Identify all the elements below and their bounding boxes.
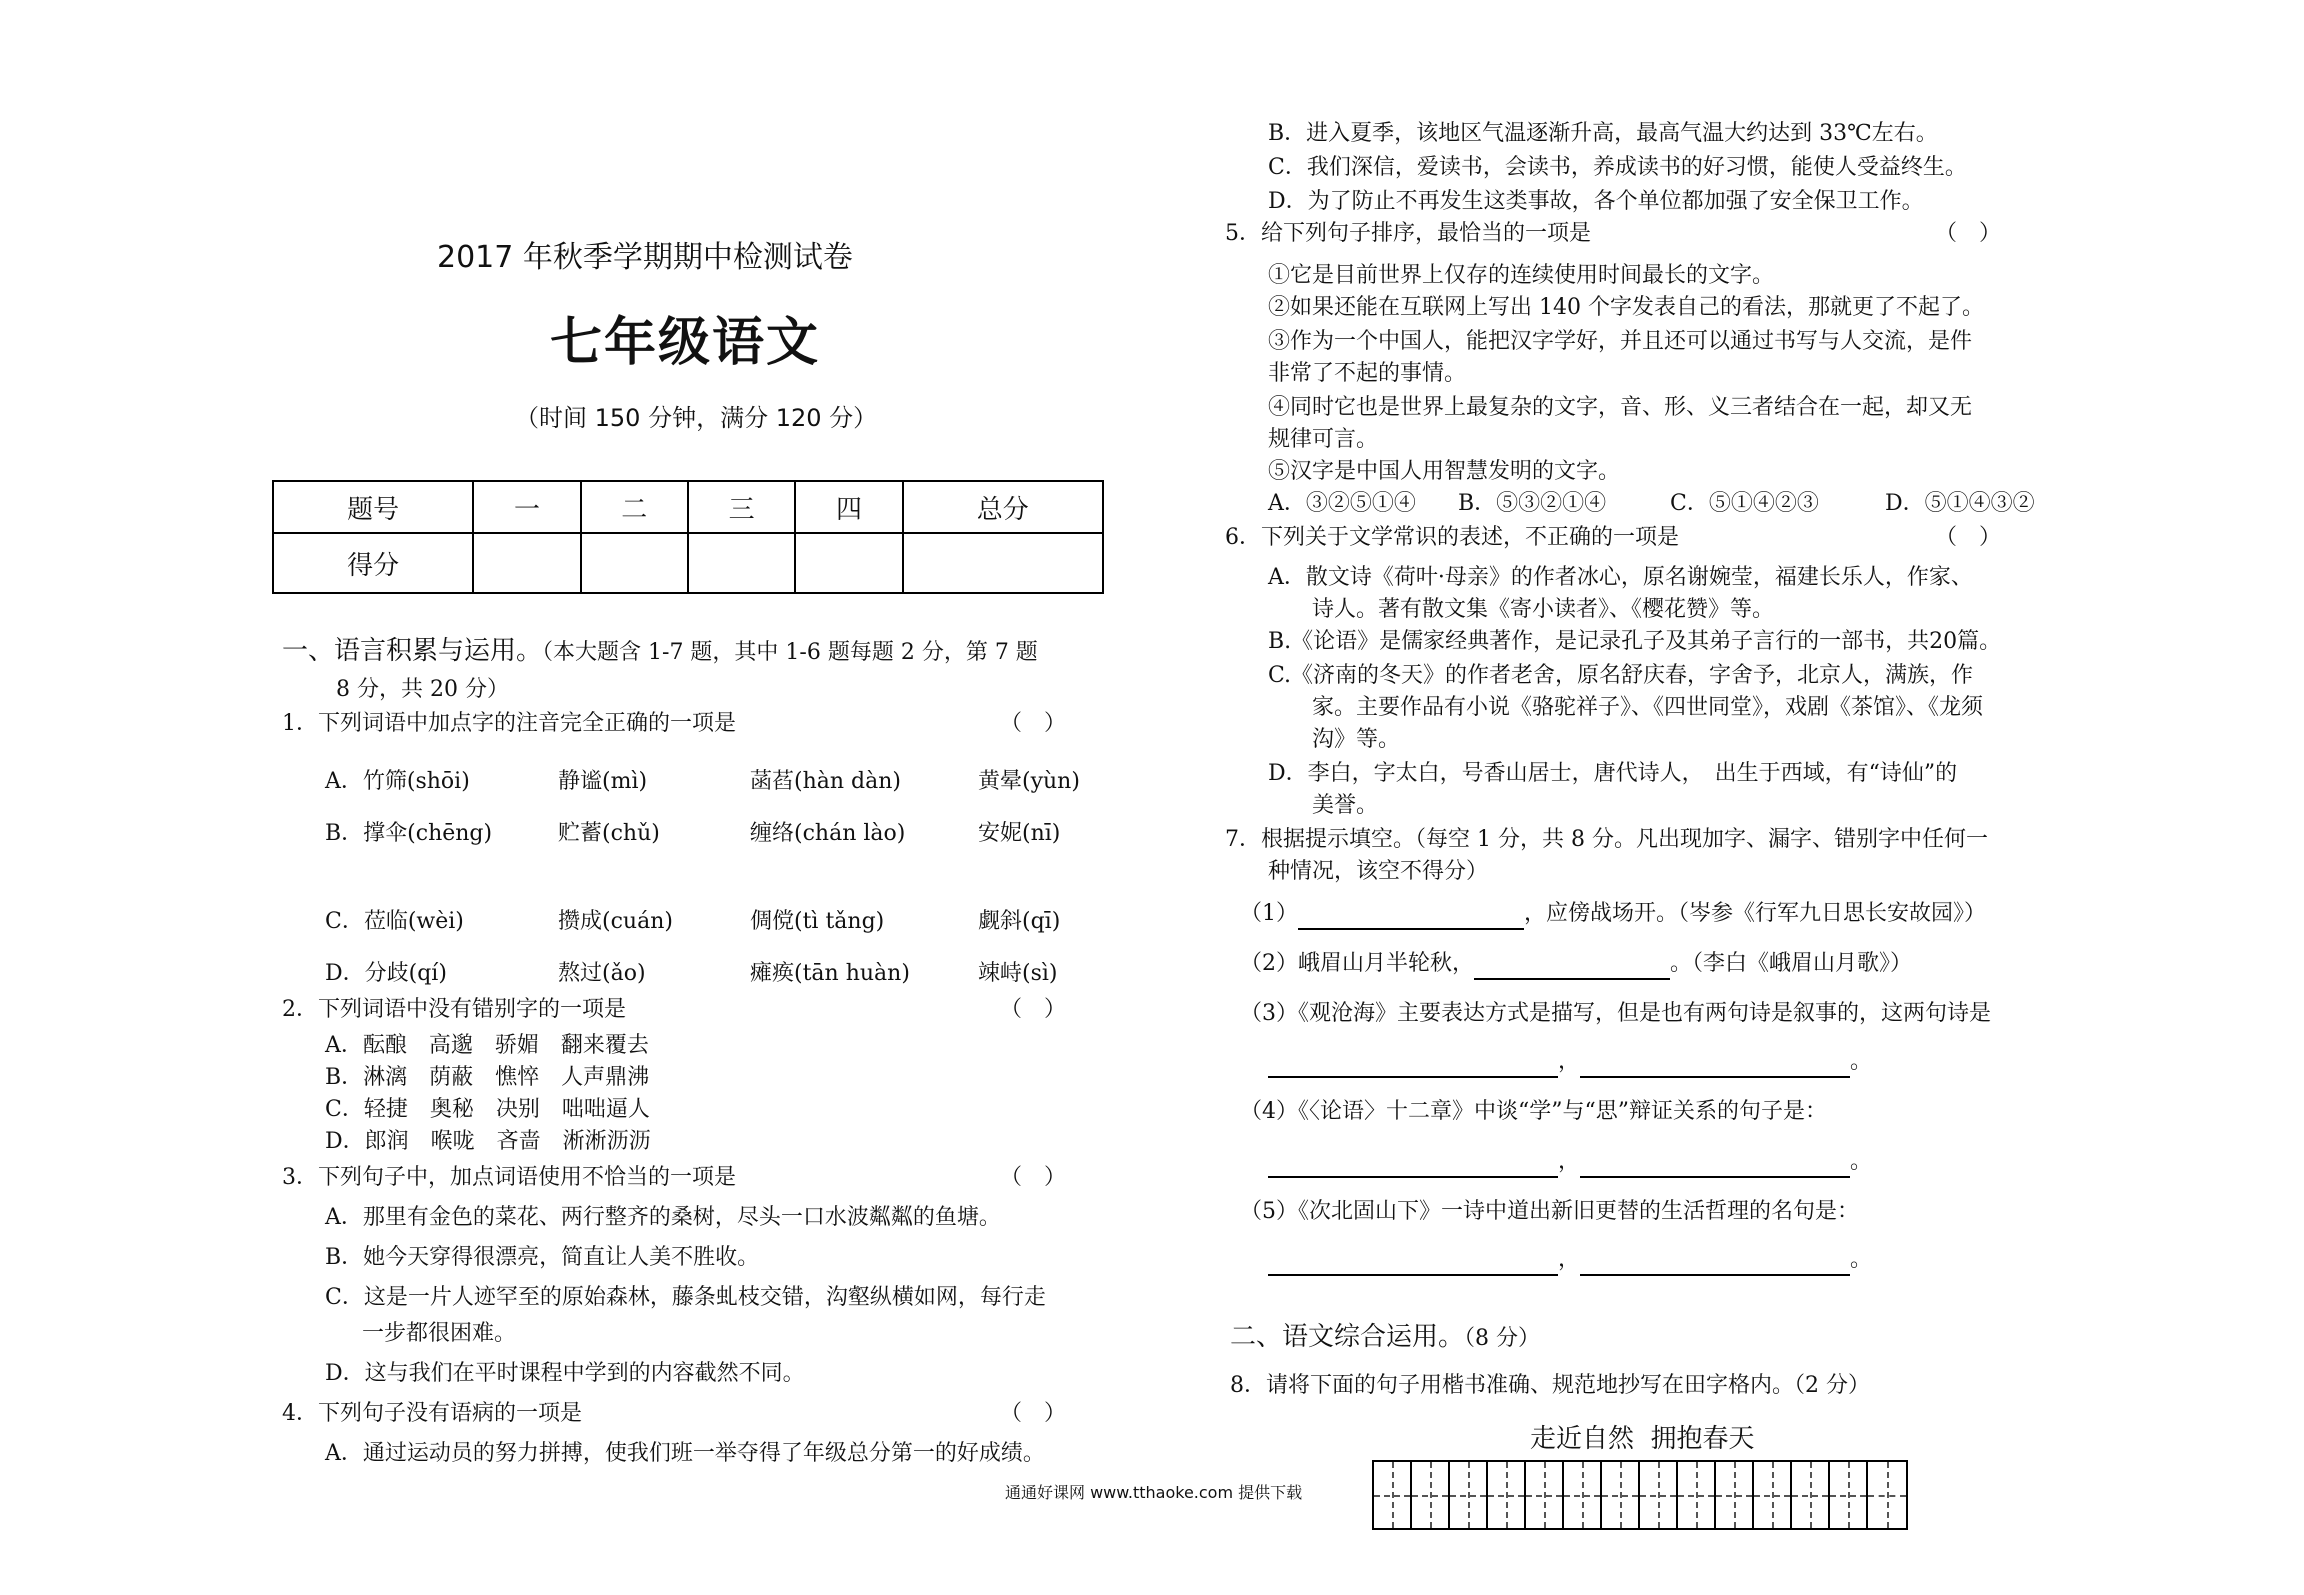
q6-line: A．散文诗《荷叶·母亲》的作者冰心，原名谢婉莹，福建长乐人，作家、 — [1268, 565, 1973, 590]
q7-period: 。 — [1850, 1247, 1873, 1272]
q2-option: A．酝酿 高邈 骄媚 翻来覆去 — [325, 1033, 649, 1058]
q1-answer-paren[interactable]: （ ） — [1000, 711, 1067, 736]
q4-option: C．我们深信，爱读书，会读书，养成读书的好习惯，能使人受益终生。 — [1268, 155, 1967, 180]
q8-stem: 8．请将下面的句子用楷书准确、规范地抄写在田字格内。（2 分） — [1230, 1373, 1870, 1398]
q5-answer-paren[interactable]: （ ） — [1935, 221, 2002, 246]
q7-item-1 — [1240, 898, 1986, 930]
q7-blank-3b[interactable] — [1580, 1048, 1850, 1078]
q5-stem: 5．给下列句子排序，最恰当的一项是 — [1225, 221, 1591, 246]
grid-cell[interactable] — [1564, 1462, 1602, 1528]
q6-line: B.《论语》是儒家经典著作，是记录孔子及其弟子言行的一部书，共20篇。 — [1268, 629, 2002, 654]
section2-note: （8 分） — [1464, 1326, 1541, 1351]
q7-blank-4b[interactable] — [1580, 1148, 1850, 1178]
q1-option: 缠络(chán lào) — [750, 821, 906, 846]
q5-choice-b: B．⑤③②①④ — [1458, 491, 1607, 516]
q1-option: B．撑伞(chēng) — [325, 821, 493, 846]
q7-blank-2[interactable] — [1474, 950, 1670, 980]
q1-option: D．分歧(qí) — [325, 961, 447, 986]
q7-item-2 — [1240, 948, 1912, 980]
q7-item-1-prefix: （1） — [1240, 901, 1298, 926]
score-header-cell: 二 — [581, 481, 688, 533]
q4-option: D．为了防止不再发生这类事故，各个单位都加强了安全保卫工作。 — [1268, 189, 1924, 214]
score-header-cell: 四 — [795, 481, 902, 533]
grid-cell[interactable] — [1450, 1462, 1488, 1528]
section1-title: 一、语言积累与运用。 — [282, 636, 543, 666]
q2-stem: 2．下列词语中没有错别字的一项是 — [282, 997, 626, 1022]
q1-option: 安妮(nī) — [978, 821, 1061, 846]
q7-item-3-blanks — [1268, 1046, 1872, 1078]
q8-copy-text: 走近自然 拥抱春天 — [1530, 1424, 1755, 1454]
section2-title: 二、语文综合运用。 — [1230, 1322, 1465, 1352]
q7-blank-1[interactable] — [1298, 900, 1524, 930]
q5-line: ②如果还能在互联网上写出 140 个字发表自己的看法，那就更了不起了。 — [1268, 295, 1984, 320]
q7-item-1-suffix: ，应傍战场开。（岑参《行军九日思长安故园》） — [1524, 901, 1987, 926]
score-input-cell[interactable] — [473, 533, 580, 593]
score-row-label: 得分 — [273, 533, 473, 593]
q4-option: A．通过运动员的努力拼搏，使我们班一举夺得了年级总分第一的好成绩。 — [325, 1441, 1045, 1466]
score-input-cell[interactable] — [903, 533, 1103, 593]
score-header-cell: 一 — [473, 481, 580, 533]
grid-cell[interactable] — [1488, 1462, 1526, 1528]
q5-choice-c: C．⑤①④②③ — [1670, 491, 1819, 516]
section1-note2: 8 分，共 20 分） — [336, 677, 509, 702]
q2-option: D．郎润 喉咙 吝啬 淅淅沥沥 — [325, 1129, 651, 1154]
q1-option: A．竹筛(shōi) — [325, 769, 470, 794]
section1-heading — [282, 630, 1038, 667]
q5-line: ④同时它也是世界上最复杂的文字，音、形、义三者结合在一起，却又无 — [1268, 395, 1973, 420]
q1-option: 黄晕(yùn) — [978, 769, 1080, 794]
grid-cell[interactable] — [1754, 1462, 1792, 1528]
score-input-cell[interactable] — [688, 533, 795, 593]
q1-option: 贮蓄(chǔ) — [558, 821, 660, 846]
q7-comma: ， — [1558, 1247, 1581, 1272]
section2-heading — [1230, 1316, 1540, 1353]
q3-option-cont: 一步都很困难。 — [362, 1321, 517, 1346]
q1-option: 倜傥(tì tǎng) — [750, 909, 885, 934]
q6-line-cont: 诗人。著有散文集《寄小读者》、《樱花赞》等。 — [1312, 597, 1775, 622]
q5-line-cont: 规律可言。 — [1268, 427, 1379, 452]
score-header-cell: 题号 — [273, 481, 473, 533]
q5-choice-d: D．⑤①④③② — [1885, 491, 2035, 516]
q7-item-5: （5）《次北固山下》一诗中道出新旧更替的生活哲理的名句是： — [1240, 1199, 1859, 1224]
q4-stem: 4．下列句子没有语病的一项是 — [282, 1401, 582, 1426]
q6-line: D．李白，字太白，号香山居士，唐代诗人， 出生于西域，有“诗仙”的 — [1268, 761, 1958, 786]
score-header-cell: 三 — [688, 481, 795, 533]
q3-option: B．她今天穿得很漂亮，简直让人美不胜收。 — [325, 1245, 760, 1270]
exam-title: 2017 年秋季学期期中检测试卷 — [437, 240, 853, 275]
q3-option: A．那里有金色的菜花、两行整齐的桑树，尽头一口水波粼粼的鱼塘。 — [325, 1205, 1001, 1230]
q1-option: 攒成(cuán) — [558, 909, 673, 934]
grid-cell[interactable] — [1602, 1462, 1640, 1528]
time-note: （时间 150 分钟，满分 120 分） — [515, 404, 878, 432]
q6-line-cont: 沟》等。 — [1312, 727, 1401, 752]
q5-line: ③作为一个中国人，能把汉字学好，并且还可以通过书写与人交流，是件 — [1268, 329, 1973, 354]
tianzige-grid[interactable] — [1372, 1460, 1908, 1530]
subject-title: 七年级语文 — [550, 312, 821, 373]
score-input-cell[interactable] — [581, 533, 688, 593]
q2-option: B．淋漓 荫蔽 憔悴 人声鼎沸 — [325, 1065, 650, 1090]
section1-note: （本大题含 1-7 题，其中 1-6 题每题 2 分，第 7 题 — [542, 640, 1038, 665]
q7-item-2-suffix: 。（李白《峨眉山月歌》） — [1670, 951, 1913, 976]
grid-cell[interactable] — [1412, 1462, 1450, 1528]
q3-answer-paren[interactable]: （ ） — [1000, 1165, 1067, 1190]
q1-option: 菡萏(hàn dàn) — [750, 769, 901, 794]
q7-item-4: （4）《〈论语〉十二章》中谈“学”与“思”辩证关系的句子是： — [1240, 1099, 1827, 1124]
q1-option: 觑斜(qī) — [978, 909, 1061, 934]
q6-stem: 6．下列关于文学常识的表述，不正确的一项是 — [1225, 525, 1679, 550]
q7-item-5-blanks — [1268, 1244, 1872, 1276]
grid-cell[interactable] — [1678, 1462, 1716, 1528]
grid-cell[interactable] — [1640, 1462, 1678, 1528]
grid-cell[interactable] — [1526, 1462, 1564, 1528]
q1-option: 静谧(mì) — [558, 769, 648, 794]
q7-period: 。 — [1850, 1049, 1873, 1074]
score-input-cell[interactable] — [795, 533, 902, 593]
q7-stem-cont: 种情况，该空不得分） — [1268, 859, 1489, 884]
q7-blank-5b[interactable] — [1580, 1246, 1850, 1276]
q7-blank-3a[interactable] — [1268, 1048, 1558, 1078]
q6-line: C.《济南的冬天》的作者老舍，原名舒庆春，字舍予，北京人，满族，作 — [1268, 663, 1974, 688]
q3-option: D．这与我们在平时课程中学到的内容截然不同。 — [325, 1361, 805, 1386]
q7-comma: ， — [1558, 1049, 1581, 1074]
q7-item-4-blanks — [1268, 1146, 1872, 1178]
q1-stem: 1．下列词语中加点字的注音完全正确的一项是 — [282, 711, 736, 736]
q6-answer-paren[interactable]: （ ） — [1935, 525, 2002, 550]
grid-cell[interactable] — [1830, 1462, 1868, 1528]
q7-stem: 7．根据提示填空。（每空 1 分，共 8 分。凡出现加字、漏字、错别字中任何一 — [1225, 827, 1988, 852]
q5-line: ①它是目前世界上仅存的连续使用时间最长的文字。 — [1268, 263, 1775, 288]
q7-item-3: （3）《观沧海》主要表达方式是描写，但是也有两句诗是叙事的，这两句诗是 — [1240, 1001, 1991, 1026]
grid-cell[interactable] — [1374, 1462, 1412, 1528]
q7-period: 。 — [1850, 1149, 1873, 1174]
q1-option: 熬过(ǎo) — [558, 961, 646, 986]
score-table — [272, 480, 1104, 594]
q7-blank-5a[interactable] — [1268, 1246, 1558, 1276]
q1-option: C．莅临(wèi) — [325, 909, 464, 934]
q4-option: B．进入夏季，该地区气温逐渐升高，最高气温大约达到 33℃左右。 — [1268, 121, 1938, 146]
grid-cell[interactable] — [1716, 1462, 1754, 1528]
q4-answer-paren[interactable]: （ ） — [1000, 1401, 1067, 1426]
q5-line-cont: 非常了不起的事情。 — [1268, 361, 1467, 386]
grid-cell[interactable] — [1868, 1462, 1906, 1528]
q7-comma: ， — [1558, 1149, 1581, 1174]
q2-option: C．轻捷 奥秘 决别 咄咄逼人 — [325, 1097, 650, 1122]
score-header-cell: 总分 — [903, 481, 1103, 533]
q5-choice-a: A．③②⑤①④ — [1268, 491, 1416, 516]
q1-option: 竦峙(sì) — [978, 961, 1058, 986]
q3-option: C．这是一片人迹罕至的原始森林，藤条虬枝交错，沟壑纵横如网，每行走 — [325, 1285, 1046, 1310]
q2-answer-paren[interactable]: （ ） — [1000, 997, 1067, 1022]
q7-item-2-prefix: （2）峨眉山月半轮秋， — [1240, 951, 1474, 976]
grid-cell[interactable] — [1792, 1462, 1830, 1528]
q3-stem: 3．下列句子中，加点词语使用不恰当的一项是 — [282, 1165, 736, 1190]
page-footer: 通通好课网 www.tthaoke.com 提供下载 — [1005, 1483, 1303, 1502]
q1-option: 瘫痪(tān huàn) — [750, 961, 910, 986]
q7-blank-4a[interactable] — [1268, 1148, 1558, 1178]
q6-line-cont: 家。主要作品有小说《骆驼祥子》、《四世同堂》，戏剧《茶馆》、《龙须 — [1312, 695, 1984, 720]
q5-line: ⑤汉字是中国人用智慧发明的文字。 — [1268, 459, 1621, 484]
q6-line-cont: 美誉。 — [1312, 793, 1379, 818]
